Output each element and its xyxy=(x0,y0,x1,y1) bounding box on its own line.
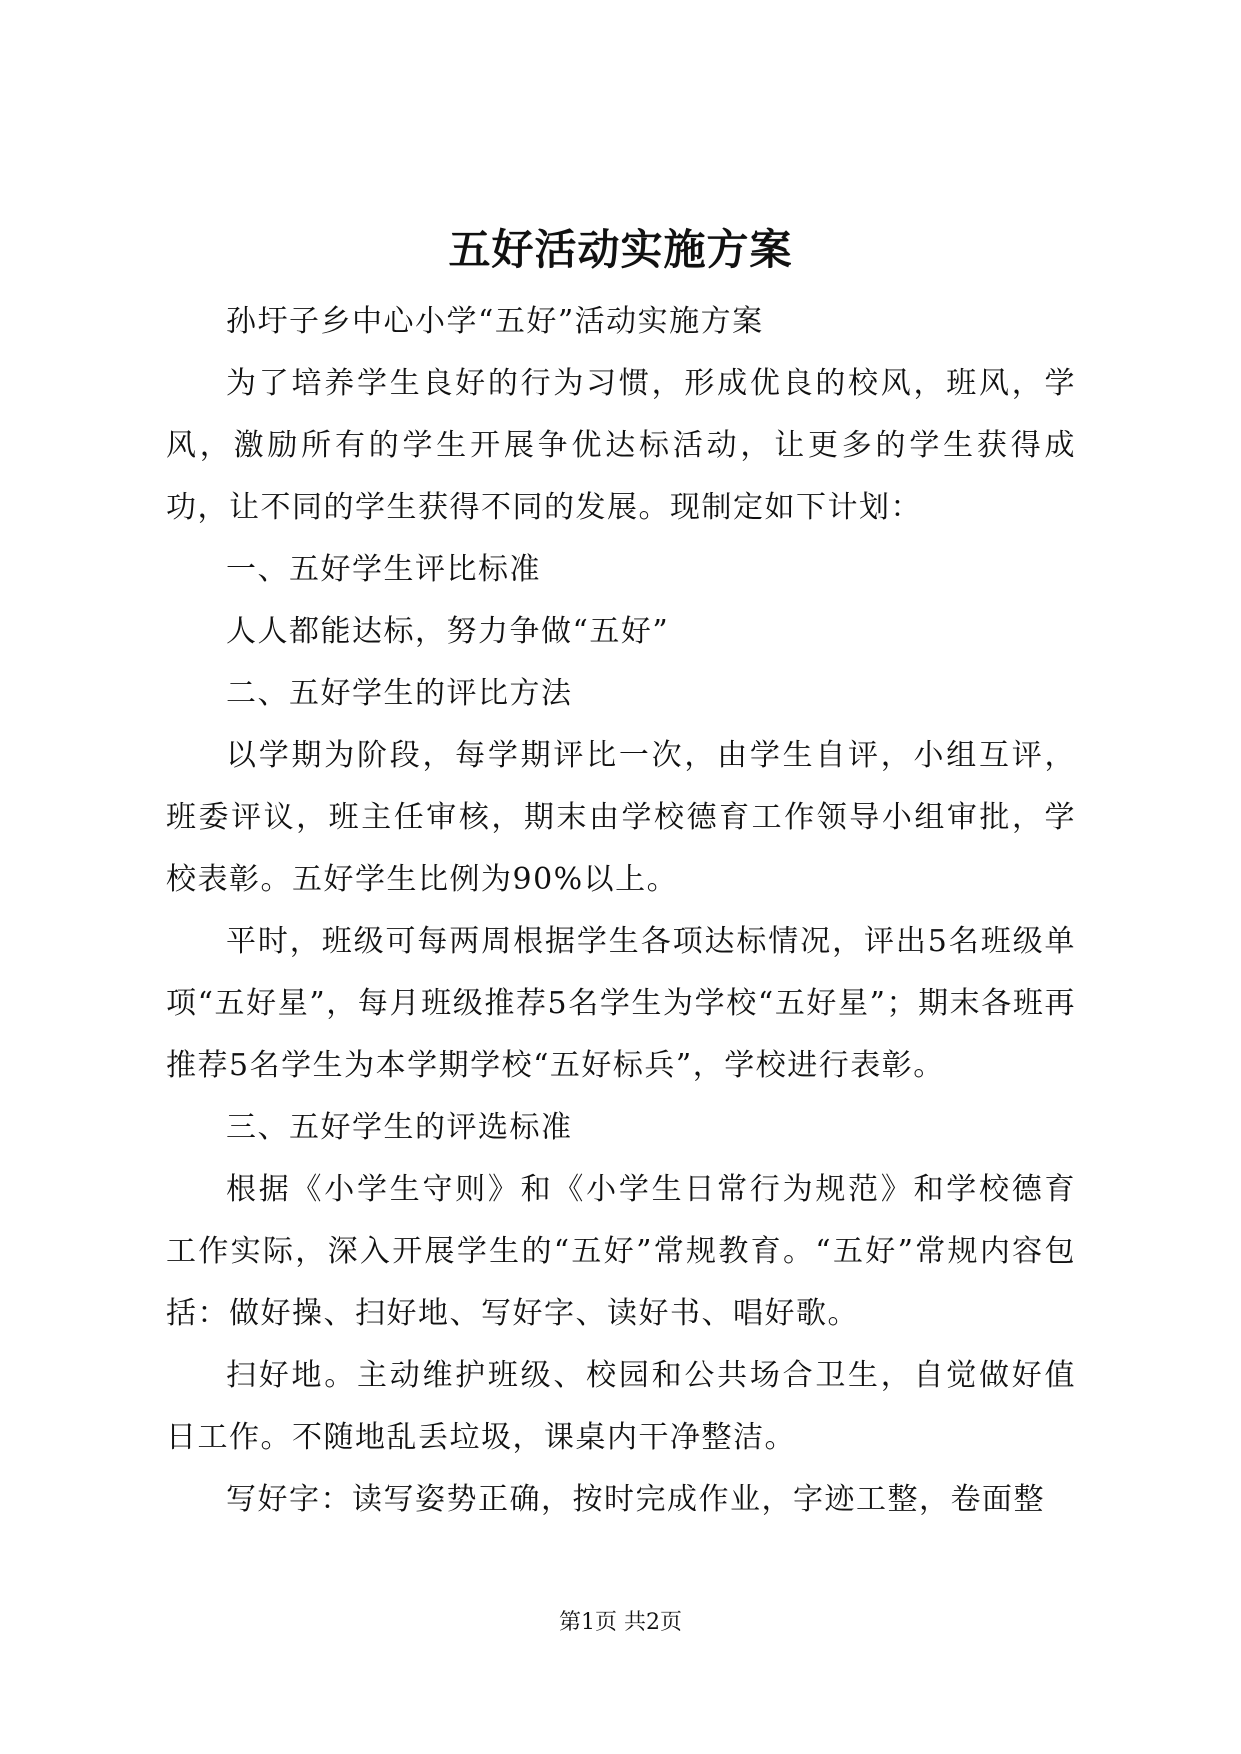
section-heading-3: 三、五好学生的评选标准 xyxy=(226,1110,573,1145)
section-heading-1: 一、五好学生评比标准 xyxy=(226,552,541,587)
paragraph: 人人都能达标，努力争做“五好” xyxy=(226,614,670,649)
document-title: 五好活动实施方案 xyxy=(448,225,793,274)
paragraph: 平时，班级可每两周根据学生各项达标情况，评出5名班级单项“五好星”，每月班级推荐5名学生为学校“五好星”；期末各班再推荐5名学生为本学期学校“五好标兵”，学校进行表彰。 xyxy=(166,924,1076,1083)
document-body xyxy=(166,291,1076,1531)
paragraph: 根据《小学生守则》和《小学生日常行为规范》和学校德育工作实际，深入开展学生的“五好”常规教育。“五好”常规内容包括：做好操、扫好地、写好字、读好书、唱好歌。 xyxy=(166,1172,1076,1331)
paragraph: 扫好地。主动维护班级、校园和公共场合卫生，自觉做好值日工作。不随地乱丢垃圾，课桌内干净整洁。 xyxy=(166,1358,1076,1455)
page-footer: 第1页 共2页 xyxy=(559,1610,682,1635)
paragraph-subtitle: 孙圩子乡中心小学“五好”活动实施方案 xyxy=(226,304,764,339)
section-heading-2: 二、五好学生的评比方法 xyxy=(226,676,573,711)
paragraph: 写好字：读写姿势正确，按时完成作业，字迹工整，卷面整 xyxy=(226,1482,1045,1517)
paragraph-intro: 为了培养学生良好的行为习惯，形成优良的校风，班风，学风，激励所有的学生开展争优达标活动，让更多的学生获得成功，让不同的学生获得不同的发展。现制定如下计划： xyxy=(166,366,1076,525)
paragraph: 以学期为阶段，每学期评比一次，由学生自评，小组互评，班委评议，班主任审核，期末由学校德育工作领导小组审批，学校表彰。五好学生比例为90%以上。 xyxy=(166,738,1076,897)
